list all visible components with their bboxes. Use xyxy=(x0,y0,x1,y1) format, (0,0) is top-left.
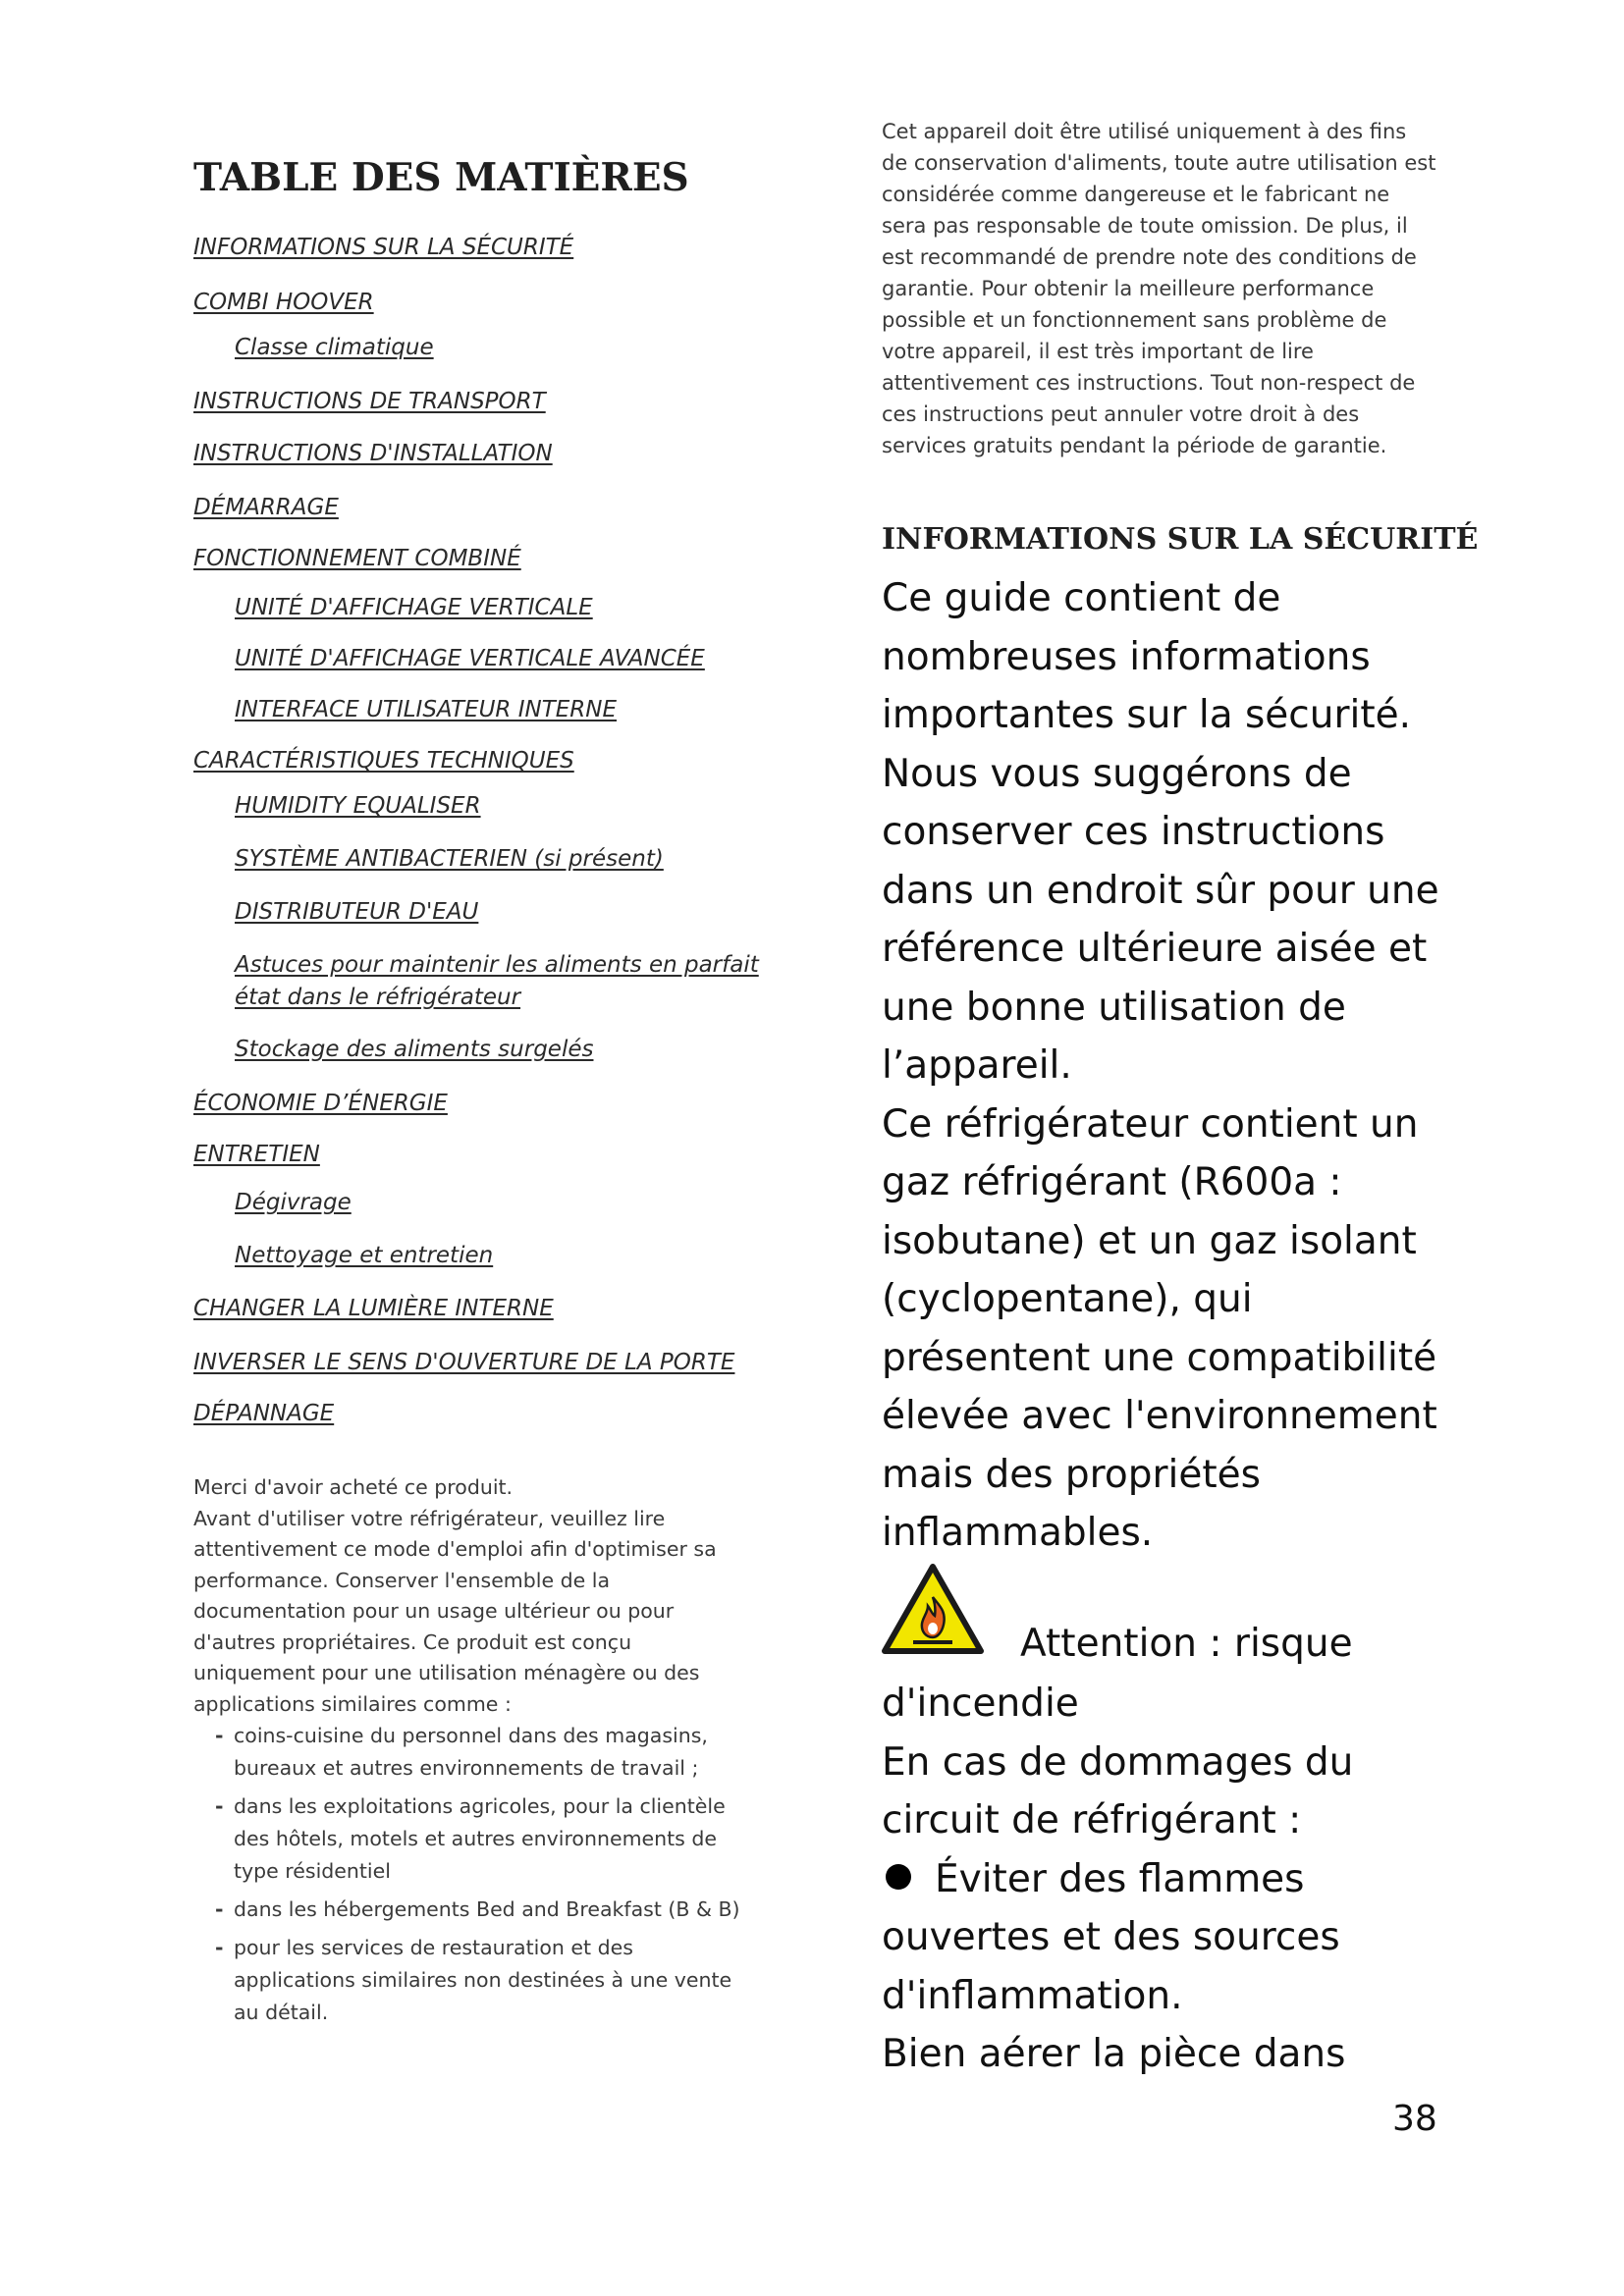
usage-list xyxy=(193,1720,758,2029)
toc-link-frozen-storage[interactable]: Stockage des aliments surgelés xyxy=(235,1037,594,1062)
toc-link-defrost[interactable]: Dégivrage xyxy=(235,1190,352,1215)
toc-link-installation[interactable]: INSTRUCTIONS D'INSTALLATION xyxy=(193,441,553,466)
warranty-paragraph: Cet appareil doit être utilisé uniquement à des fins de conservation d'aliments, toute autre utilisation est considérée comme dangereuse et le fabricant ne sera pas responsable de toute omission. De plus, il est recommandé de prendre note des conditions de garantie. Pour obtenir la meilleure performance possible et un fonctionnement sans problème de votre appareil, il est très important de lire attentivement ces instructions. Tout non-respect de ces instructions peut annuler votre droit à des services gratuits pendant la période de garantie. xyxy=(882,120,1436,457)
toc-link-startup[interactable]: DÉMARRAGE xyxy=(193,495,339,520)
toc-link-transport[interactable]: INSTRUCTIONS DE TRANSPORT xyxy=(193,389,546,414)
bullet-item: Éviter des flammes ouvertes et des sources d'inflammation. xyxy=(882,1856,1340,2018)
damage-intro: En cas de dommages du circuit de réfrigérant : xyxy=(882,1739,1354,1842)
toc-link-safety[interactable]: INFORMATIONS SUR LA SÉCURITÉ xyxy=(193,235,574,260)
fire-warning xyxy=(882,1564,1441,1677)
intro-paragraph: Avant d'utiliser votre réfrigérateur, veuillez lire attentivement ce mode d'emploi afin d'optimiser sa performance. Conserver l'ensemble de la documentation pour un usage ultérieur ou pour d'autres propriétaires. Ce produit est conçu uniquement pour une utilisation ménagère ou des applications similaires comme : xyxy=(193,1506,717,1716)
toc-link-advanced-display[interactable]: UNITÉ D'AFFICHAGE VERTICALE AVANCÉE xyxy=(235,646,705,671)
toc-title: TABLE DES MATIÈRES xyxy=(193,155,689,200)
attention-label: Attention : risque xyxy=(1020,1622,1353,1666)
toc-link-internal-ui[interactable]: INTERFACE UTILISATEUR INTERNE xyxy=(235,697,617,722)
toc-link-food-tips[interactable]: Astuces pour maintenir les aliments en parfait état dans le réfrigérateur xyxy=(235,952,759,1010)
safety-section-title: INFORMATIONS SUR LA SÉCURITÉ xyxy=(882,522,1479,557)
safety-guide-text: Ce guide contient de nombreuses informations importantes sur la sécurité. Nous vous suggérons de conserver ces instructions dans un endroit sûr pour une référence ultérieure aisée et une bonne utilisation de l’appareil. xyxy=(882,576,1439,1088)
fire-risk-body xyxy=(882,1675,1441,2084)
list-item: - coins-cuisine du personnel dans des magasins, bureaux et autres environnements de travail ; xyxy=(215,1724,708,1780)
toc-link-water-dispenser[interactable]: DISTRIBUTEUR D'EAU xyxy=(235,899,479,925)
list-item: - dans les hébergements Bed and Breakfast (B & B) xyxy=(215,1897,740,1921)
toc-link-technical[interactable]: CARACTÉRISTIQUES TECHNIQUES xyxy=(193,748,574,774)
toc-link-combi-hoover[interactable]: COMBI HOOVER xyxy=(193,290,374,315)
toc-link-climate-class[interactable]: Classe climatique xyxy=(235,335,434,360)
toc-link-troubleshooting[interactable]: DÉPANNAGE xyxy=(193,1401,335,1426)
toc-link-antibacterial[interactable]: SYSTÈME ANTIBACTERIEN (si présent) xyxy=(235,846,664,872)
attention-continuation: d'incendie xyxy=(882,1682,1079,1726)
bullet-icon xyxy=(886,1864,911,1890)
flammable-warning-icon xyxy=(882,1564,984,1654)
thanks-line: Merci d'avoir acheté ce produit. xyxy=(193,1475,514,1499)
toc-link-maintenance[interactable]: ENTRETIEN xyxy=(193,1142,320,1167)
intro-text xyxy=(193,1472,758,2035)
toc-link-energy[interactable]: ÉCONOMIE D’ÉNERGIE xyxy=(193,1091,448,1116)
refrigerant-text: Ce réfrigérateur contient un gaz réfrigérant (R600a : isobutane) et un gaz isolant (cyclopentane), qui présentent une compatibilité élevée avec l'environnement mais des propriétés inflammables. xyxy=(882,1101,1437,1555)
safety-body xyxy=(882,569,1441,1563)
list-item: - dans les exploitations agricoles, pour la clientèle des hôtels, motels et autres environnements de type résidentiel xyxy=(215,1794,726,1883)
toc-link-combined-operation[interactable]: FONCTIONNEMENT COMBINÉ xyxy=(193,546,521,571)
page-number: 38 xyxy=(1392,2099,1437,2139)
ventilate-text: Bien aérer la pièce dans xyxy=(882,2032,1346,2076)
list-item: - pour les services de restauration et des applications similaires non destinées à une vente au détail. xyxy=(215,1936,732,2024)
toc-link-humidity[interactable]: HUMIDITY EQUALISER xyxy=(235,793,481,819)
toc-link-vertical-display[interactable]: UNITÉ D'AFFICHAGE VERTICALE xyxy=(235,595,593,620)
toc-link-cleaning[interactable]: Nettoyage et entretien xyxy=(235,1243,494,1268)
toc-link-light[interactable]: CHANGER LA LUMIÈRE INTERNE xyxy=(193,1296,554,1321)
toc-link-door-reversal[interactable]: INVERSER LE SENS D'OUVERTURE DE LA PORTE xyxy=(193,1350,735,1375)
